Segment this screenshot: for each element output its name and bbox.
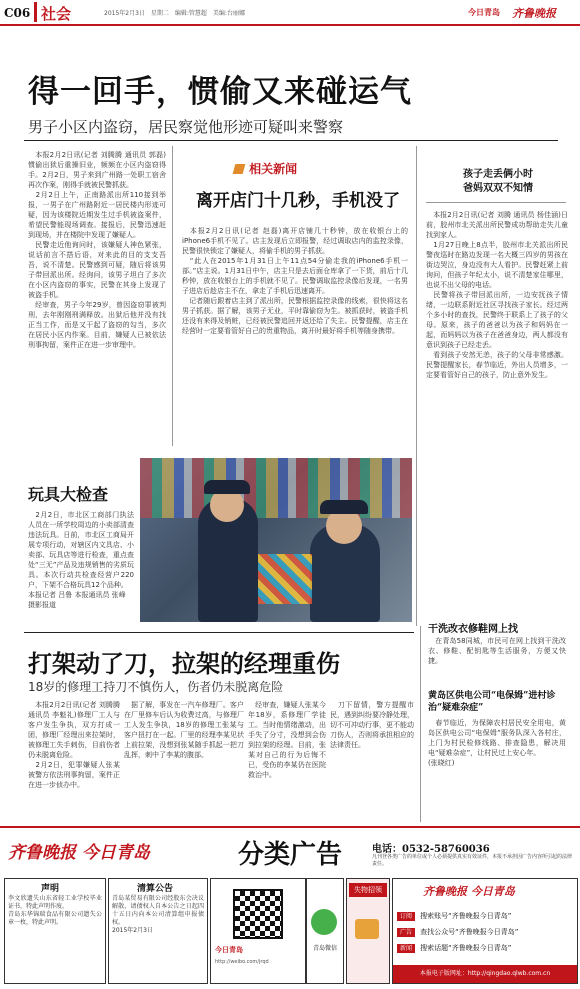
ad-phone: 电话：0532-58760036 <box>372 844 490 855</box>
ad-weibo-url: http://weibo.com/jrqd <box>215 959 269 965</box>
brief2-title: 黄岛区供电公司“电保姆”进村诊治“疑难杂症” <box>428 691 556 713</box>
paper-logo: 齐鲁晚报 <box>512 7 556 20</box>
cut-story-title: 打架动了刀，拉架的经理重伤 <box>28 649 340 678</box>
brief1-title: 干洗改衣修鞋网上找 <box>428 624 518 635</box>
missing-kid-title: 孩子走丢俩小时 爸妈双双不知情 <box>463 169 533 194</box>
toy-check-title: 玩具大检查 <box>28 485 109 504</box>
ad-section <box>0 826 580 989</box>
cut-story-subtitle: 18岁的修理工持刀不慎伤人，伤者仍未脱离危险 <box>28 680 284 694</box>
photo-toys <box>258 554 312 604</box>
ad-weixin-box <box>306 878 344 984</box>
ad-top-rule <box>0 826 580 828</box>
toy-check-body: 2月2日，市北区工商部门执法人员在一所学校周边的小卖部清查违法玩具。日前，市北区工商局开展专项行动，对辖区内文具店、小卖部、玩具店等进行检查，重点查处“三无”产品及违规销售的劣质玩具。本次行动共检查经营户220户，下架不合格玩具12个品种。 本报记者 吕鲁 本报通讯员 张峰 摄影报道 <box>28 511 134 609</box>
ad-sub-text: 搜索话题“齐鲁晚报今日青岛” <box>420 944 512 952</box>
brief1-body: 在青岛58同城，市民可在网上找到干洗改衣、修鞋、配钥匙等生活服务，方便又快捷。 <box>428 637 566 665</box>
related-news-icon <box>233 164 246 174</box>
ad-title: 分类广告 <box>238 840 343 870</box>
ad-shengming-title: 声明 <box>41 884 60 894</box>
cut-story-col2: 据了解，事发在一汽车修理厂。客户在厂里修车后认为收费过高，与修理厂工人发生争执，18岁的修理工张某与客户扭打在一起。厂里的经理李某见状上前拉架，没想到张某随手抓起一把刀乱挥，刺中了李某的腹部。 <box>124 701 244 759</box>
ad-weibo-qr-icon <box>233 889 283 939</box>
ad-shiwu-label: 失物招领 <box>349 883 387 897</box>
ad-sub-line <box>397 903 573 920</box>
missing-kid-divider <box>426 202 566 203</box>
ad-sub-line <box>397 919 573 936</box>
cut-story-divider <box>24 632 414 633</box>
column-rule <box>420 626 421 822</box>
ad-weixin-label: 青岛微信 <box>312 945 337 952</box>
ad-shengming-body: 李文欣遗失山东省轻工业学校毕业证书，特此声明作废。 青岛东华锦瑞食品有限公司遗失公章一枚，特此声明。 <box>8 895 102 926</box>
ad-sub-text: 搜索账号“齐鲁晚报今日青岛” <box>420 912 512 920</box>
column-rule <box>416 146 417 626</box>
section-label: 社会 <box>34 2 99 22</box>
missing-kid-body: 本报2月2日讯(记者 刘腾 通讯员 杨佳涵)日前，胶州市北关派出所民警成功帮助走失儿童找到家人。 1月27日晚上8点半，胶州市北关派出所民警夜巡时在路边发现一名大概三四岁的男孩在街边哭泣，身边没有大人看护。民警赶紧上前询问，但孩子年纪太小，说不清楚家住哪里，也说不出父母的电话。 民警将孩子带回派出所，一边安抚孩子情绪，一边联系附近社区寻找孩子家长。经过两个多小时的查找，民警终于联系上了孩子的父母。原来，孩子的爸爸以为孩子和妈妈在一起，而妈妈以为孩子在爸爸身边，两人都没有意识到孩子已经走丢。 看到孩子安然无恙，孩子的父母非常感激。民警提醒家长，春节临近，外出人员增多，一定要看管好自己的孩子，防止意外发生。 <box>426 211 568 379</box>
page-number: C06 <box>4 6 31 20</box>
column-rule <box>172 146 173 446</box>
photo-officer-left-cap <box>204 480 250 494</box>
ad-shiwu-bag-icon <box>355 919 379 939</box>
photo-officer-right-cap <box>320 500 368 514</box>
main-story-body: 本报2月2日讯(记者 刘腾腾 通讯员 郭磊)惯偷出狱后重操旧业，频频在小区内盗窃得手。2月2日，男子来到广州路一处职工宿舍再次作案，刚得手就被民警抓获。 2月2日上午，正南路派出所110接到举报，一男子在广州路附近一居民楼内形迹可疑，因为该楼院近期发生过手机被盗案件，希望民警能现场调查。接报后，民警迅速赶到现场，并在楼院中发现了嫌疑人。 民警走近他询问时，该嫌疑人神色紧张，说话前言不搭后语，对来此的目的支支吾吾，说不清楚。民警感到可疑，随后将该男子带回派出所。经询问，该男子坦白了多次在小区内盗窃的事实，民警在其身上发现了被盗手机。 经审查，男子今年29岁，曾因盗窃罪被判刑，去年刚刚刑满释放。出狱后他并没有找正当工作，而是又干起了盗窃的勾当，多次在居民小区内作案。目前，嫌疑人已被依法刑事拘留，案件正在进一步审理中。 <box>28 151 166 349</box>
ad-weibo-box <box>210 878 306 984</box>
edition: 今日青岛 <box>468 8 500 17</box>
brief2-body: 春节临近，为保障农村居民安全用电，黄岛区供电公司“电保姆”服务队深入各村庄，上门为村民检修线路、排查隐患，解决用电“疑难杂症”，让村民过上安心年。 (张晓红) <box>428 719 566 767</box>
ad-shengming-box <box>4 878 106 984</box>
ad-qingsuan-box <box>108 878 208 984</box>
ad-sub-footer: 本报电子版网址：http://qingdao.qlwb.com.cn <box>393 965 577 983</box>
ad-qingsuan-body: 青岛某贸易有限公司经股东会决议解散，请债权人自本公告之日起四十五日内向本公司清算组申报债权。 2015年2月3日 <box>112 895 204 934</box>
ad-sub-text: 查找公众号“齐鲁晚报今日青岛” <box>420 928 519 936</box>
ad-logo: 齐鲁晚报 今日青岛 <box>8 843 150 863</box>
ad-subscribe-box <box>392 878 578 984</box>
cut-story-col1: 本报2月2日讯(记者 刘腾腾 通讯员 李魁礼)修理厂工人与客户发生争执，双方打成一团，修理厂经理出来拉架时，被修理工失手刺伤，目前伤者仍未脱离危险。 2月2日，犯罪嫌疑人张某被警方依法刑事拘留，案件正在进一步侦办中。 <box>28 701 120 789</box>
related-news-tag: 相关新闻 <box>234 158 297 174</box>
ad-sub-tag: 广告 <box>397 928 415 937</box>
masthead-divider <box>0 24 580 26</box>
ad-notice: 凡刊登各类广告的单位或个人必须提供真实有效证件，本报不承担因广告内容所引起的法律责任。 <box>372 854 573 867</box>
ad-sub-tag: 新闻 <box>397 944 415 953</box>
photo-shelf <box>140 458 412 518</box>
phone-story-title: 离开店门十几秒，手机没了 <box>196 191 400 211</box>
ad-sub-logo: 齐鲁晚报 今日青岛 <box>423 885 515 898</box>
cut-story-col3: 经审查，嫌疑人张某今年18岁，系修理厂学徒工。当时他情绪激动，出手失了分寸，没想到会伤到拉架的经理。目前，张某对自己的行为后悔不已，受伤的李某仍在医院救治中。 <box>248 701 326 779</box>
ad-sub-line <box>397 935 573 952</box>
cut-story-col4: 刀下留情，警方提醒市民，遇到纠纷要冷静处理，切不可冲动行事，更不能动刀伤人，否则将承担相应的法律责任。 <box>330 701 414 749</box>
main-headline: 得一回手，惯偷又来碰运气 <box>28 74 412 110</box>
toy-check-photo <box>140 458 412 622</box>
phone-story-body: 本报2月2日讯(记者 赵磊)离开店铺几十秒钟，放在收银台上的iPhone6手机不见了。店主发现后立即报警，经过调取店内的监控录像，民警很快锁定了嫌疑人，将偷手机的男子抓获。 “此人在2015年1月31日上午11点54分偷走我的iPhone6手机一部。”店主说。1月31日中午，店主只是去后面仓库拿了一下货，前后十几秒钟，放在收银台上的手机就不见了。民警调取监控录像后发现，一名男子进店后趁店主不在，拿走了手机后迅速离开。 记者随后跟着店主到了派出所，民警根据监控录像的线索，很快将这名男子抓获。据了解，该男子无业，平时靠偷窃为生。被抓获时，被盗手机还没有来得及销赃，已经被民警追回并返还给了失主。民警提醒，店主在经营时一定要看管好自己的贵重物品，离开时最好将手机等随身携带。 <box>182 227 408 335</box>
ad-qingsuan-title: 清算公告 <box>137 884 174 894</box>
ad-jrqd-label: 今日青岛 <box>215 946 243 954</box>
main-subheadline: 男子小区内盗窃，居民察觉他形迹可疑叫来警察 <box>28 118 344 136</box>
headline-divider <box>24 140 558 141</box>
dateline: 2015年2月3日 星期二 编辑:管慧超 美编:台丽娜 <box>104 10 245 17</box>
ad-shiwu-box <box>346 878 390 984</box>
ad-weixin-icon <box>311 909 337 935</box>
masthead <box>0 0 580 26</box>
ad-sub-tag: 订阅 <box>397 912 415 921</box>
